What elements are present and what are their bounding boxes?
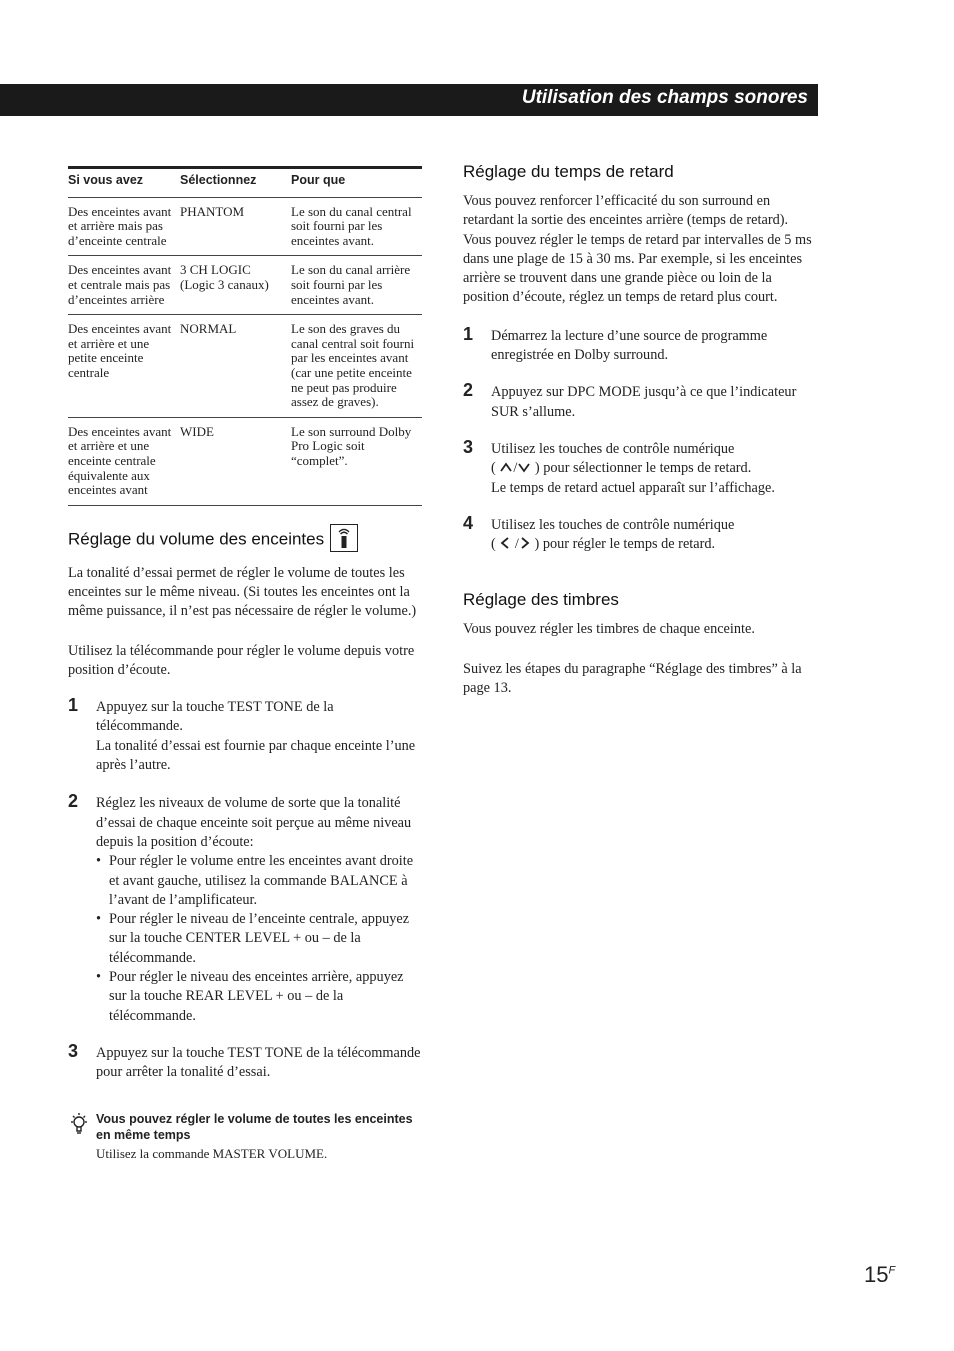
right-arrow-icon: [519, 536, 531, 550]
lightbulb-icon: [68, 1111, 90, 1141]
tip-body: Utilisez la commande MASTER VOLUME.: [96, 1145, 328, 1161]
table-cell: NORMAL: [180, 315, 291, 418]
page-number-value: 15: [864, 1262, 889, 1287]
page-number: [864, 1262, 895, 1288]
volume-heading: [68, 526, 423, 554]
table-row: [68, 417, 422, 505]
table-cell: Des enceintes avant et centrale mais pas d’enceintes arrière: [68, 256, 180, 315]
left-arrow-icon: [499, 536, 511, 550]
table-row: [68, 315, 422, 418]
step-number: 3: [68, 1040, 79, 1061]
section-header-bar: [0, 84, 818, 116]
step-number: 2: [463, 380, 474, 401]
bullet-item: • Pour régler le niveau des enceintes arrière, appuyez sur la touche REAR LEVEL + ou – de la télécommande.: [96, 968, 423, 1026]
step-text: Utilisez les touches de contrôle numérique: [491, 440, 735, 457]
delay-step-3: 3 Utilisez les touches de contrôle numérique ( / ) pour sélectionner le temps de retard. Le temps de retard actuel apparaît sur l’affichage.: [463, 440, 818, 498]
step-number: 1: [463, 323, 474, 344]
volume-step-2: [68, 791, 423, 1026]
step-text: Appuyez sur la touche TEST TONE de la télécommande pour arrêter la tonalité d’essai.: [96, 1044, 421, 1081]
step-text: Démarrez la lecture d’une source de programme enregistrée en Dolby surround.: [491, 327, 768, 364]
step-number: 2: [68, 791, 79, 812]
up-arrow-icon: [499, 461, 513, 473]
step-result: La tonalité d’essai est fournie par chaque enceinte l’une après l’autre.: [96, 737, 416, 774]
timbre-intro: Vous pouvez régler les timbres de chaque enceinte.: [463, 621, 755, 638]
table-header: Pour que: [291, 168, 422, 198]
table-cell: 3 CH LOGIC (Logic 3 canaux): [180, 256, 291, 315]
table-cell: Le son surround Dolby Pro Logic soit “complet”.: [291, 417, 422, 505]
table-row: [68, 197, 422, 256]
table-cell: Des enceintes avant et arrière mais pas d’enceinte centrale: [68, 197, 180, 256]
step-text: Appuyez sur DPC MODE jusqu’à ce que l’indicateur SUR s’allume.: [491, 384, 797, 420]
timbre-reference: Suivez les étapes du paragraphe “Réglage des timbres” à la page 13.: [463, 660, 802, 697]
step-text: pour régler le temps de retard.: [542, 536, 716, 553]
remote-control-icon: [330, 524, 358, 552]
table-row: [68, 256, 422, 315]
table-cell: WIDE: [180, 417, 291, 505]
right-column: [463, 162, 818, 698]
speaker-mode-table: [68, 166, 422, 506]
table-cell: Des enceintes avant et arrière et une petite enceinte centrale: [68, 315, 180, 418]
timbre-heading: Réglage des timbres: [463, 590, 619, 610]
table-header: Si vous avez: [68, 168, 180, 198]
step-text: Réglez les niveaux de volume de sorte que la tonalité d’essai de chaque enceinte soit perçue au même niveau depuis la position d’écoute:: [96, 795, 412, 850]
step-number: 1: [68, 695, 79, 716]
step-text: Appuyez sur la touche TEST TONE de la télécommande.: [96, 699, 334, 735]
table-cell: PHANTOM: [180, 197, 291, 256]
down-arrow-icon: [517, 461, 531, 473]
step-result: Le temps de retard actuel apparaît sur l’affichage.: [491, 479, 775, 496]
delay-heading: Réglage du temps de retard: [463, 162, 674, 181]
page-language-suffix: F: [888, 1264, 896, 1277]
delay-step-2: [463, 380, 818, 422]
table-header: Sélectionnez: [180, 168, 291, 198]
step-text: Utilisez les touches de contrôle numérique: [491, 516, 735, 533]
delay-step-1: [463, 323, 818, 366]
bullet-item: • Pour régler le volume entre les enceintes avant droite et avant gauche, utilisez la commande BALANCE à l’avant de l’amplificateur.: [96, 852, 423, 910]
volume-remote-note: Utilisez la télécommande pour régler le volume depuis votre position d’écoute.: [68, 642, 415, 678]
delay-intro: Vous pouvez renforcer l’efficacité du son surround en retardant la sortie des enceintes arrière (temps de retard). Vous pouvez régler le temps de retard par intervalles de 5 ms dans une plage de 15 à 30 ms. Par exemple, si les enceintes arrière se trouvent dans une grande pièce ou loin de la position d’écoute, réglez un temps de retard plus court.: [463, 193, 812, 306]
section-title: Utilisation des champs sonores: [521, 87, 808, 108]
tip-box: [68, 1111, 423, 1162]
volume-heading-text: Réglage du volume des enceintes: [68, 529, 325, 549]
tip-title: Vous pouvez régler le volume de toutes les enceintes en même temps: [96, 1111, 413, 1142]
table-cell: Le son des graves du canal central soit fourni par les enceintes avant (car une petite enceinte ne peut pas produire assez de graves).: [291, 315, 422, 418]
table-cell: Le son du canal central soit fourni par les enceintes avant.: [291, 197, 422, 256]
step-text: pour sélectionner le temps de retard.: [543, 460, 752, 477]
volume-intro: La tonalité d’essai permet de régler le volume de toutes les enceintes sur le même niveau. (Si toutes les enceintes ont la même puissance, il n’est pas nécessaire de régler le volume.): [68, 564, 417, 620]
bullet-item: • Pour régler le niveau de l’enceinte centrale, appuyez sur la touche CENTER LEVEL + ou – de la télécommande.: [96, 910, 423, 968]
step-number: 3: [463, 436, 474, 457]
table-cell: Le son du canal arrière soit fourni par les enceintes avant.: [291, 256, 422, 315]
table-cell: Des enceintes avant et arrière et une enceinte centrale équivalente aux enceintes avant: [68, 417, 180, 505]
volume-step-3: [68, 1040, 423, 1083]
step-number: 4: [463, 512, 474, 533]
delay-step-4: 4 Utilisez les touches de contrôle numérique ( / ) pour régler le temps de retard.: [463, 516, 818, 555]
volume-step-1: [68, 695, 423, 775]
left-column: [68, 166, 423, 1162]
